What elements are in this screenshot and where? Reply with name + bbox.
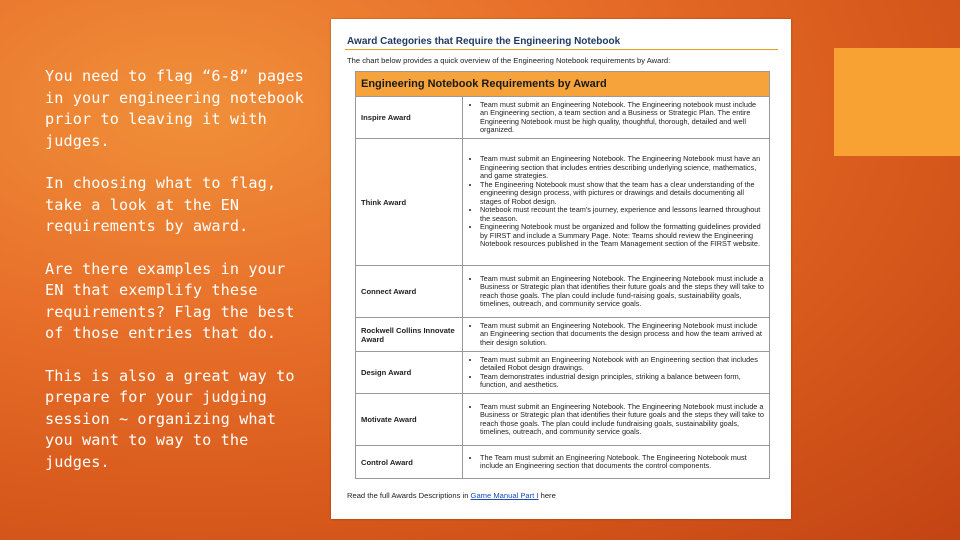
document-footer — [347, 491, 556, 500]
table-row — [356, 97, 770, 139]
paragraph-flag-pages: You need to flag “6-8” pages in your engineering notebook prior to leaving it with judges. — [45, 67, 304, 150]
requirements-table — [355, 71, 770, 479]
requirement-item: • Team demonstrates industrial design principles, striking a balance between form, function, and aesthetics. — [480, 373, 765, 390]
table-row — [356, 139, 770, 266]
award-name: Inspire Award — [356, 97, 463, 139]
paragraph-prepare: This is also a great way to prepare for your judging session ~ organizing what you want to way to the judges. — [45, 366, 295, 471]
award-name: Rockwell Collins Innovate Award — [356, 318, 463, 352]
requirement-item: • Team must submit an Engineering Notebook. The Engineering Notebook must include a Business or Strategic plan that identifies their future goals and the steps they will take to reach those goals. The plan could include fundraising goals, sustainability goals, timelines, outreach, and community service goals. — [480, 403, 765, 437]
requirement-item: • Team must submit an Engineering Notebook. The Engineering Notebook must include an Engineering section that documents the design process and how the team arrived at their design solution. — [480, 322, 765, 348]
table-row — [356, 266, 770, 318]
requirement-item: • Team must submit an Engineering Notebook. The Engineering notebook must include an Engineering section, a team section and a Business or Strategic Plan. The entire Engineering Notebook must be high quality, thoughtful, thorough, detailed and well organized. — [480, 101, 765, 135]
table-header: Engineering Notebook Requirements by Award — [356, 72, 770, 97]
paragraph-examples: Are there examples in your EN that exemplify these requirements? Flag the best of those entries that do. — [45, 259, 295, 342]
award-name: Connect Award — [356, 266, 463, 318]
award-name: Motivate Award — [356, 394, 463, 446]
requirement-item: • The Team must submit an Engineering Notebook. The Engineering Notebook must include an Engineering section that documents the control components. — [480, 454, 765, 471]
accent-square — [834, 48, 960, 156]
document-intro: The chart below provides a quick overview of the Engineering Notebook requirements by Award: — [347, 56, 671, 65]
requirement-item: • Team must submit an Engineering Notebook. The Engineering Notebook must have an Engineering section that includes entries describing underlying science, mathematics, and game strategies. — [480, 155, 765, 181]
award-name: Control Award — [356, 446, 463, 479]
game-manual-link[interactable]: Game Manual Part I — [470, 491, 539, 500]
requirement-item: • Engineering Notebook must be organized and follow the formatting guidelines provided by FIRST and include a Summary Page. Note: Teams should review the Engineering Notebook resources published in the Team Management section of the FIRST website. — [480, 223, 765, 249]
footer-prefix: Read the full Awards Descriptions in — [347, 491, 471, 500]
requirement-item: • Team must submit an Engineering Notebook. The Engineering Notebook must include a Business or Strategic plan that identifies their future goals and the steps they will take to reach those goals. The plan could include fund-raising goals, sustainability goals, timelines, outreach, and community service goals. — [480, 275, 765, 309]
document-image — [331, 19, 791, 519]
table-row — [356, 394, 770, 446]
table-row — [356, 318, 770, 352]
paragraph-choosing: In choosing what to flag, take a look at the EN requirements by award. — [45, 174, 277, 235]
requirement-item: • Notebook must recount the team's journey, experience and lessons learned throughout the season. — [480, 206, 765, 223]
footer-suffix: here — [538, 491, 556, 500]
requirement-item: • The Engineering Notebook must show that the team has a clear understanding of the engineering design process, with pictures or drawings and details documenting all stages of Robot design. — [480, 181, 765, 207]
table-row — [356, 446, 770, 479]
award-name: Think Award — [356, 139, 463, 266]
requirement-item: • Team must submit an Engineering Notebook with an Engineering section that includes detailed Robot design drawings. — [480, 356, 765, 373]
slide-text — [45, 66, 305, 494]
document-title: Award Categories that Require the Engineering Notebook — [347, 36, 621, 47]
table-row — [356, 352, 770, 394]
title-rule — [345, 49, 778, 50]
award-name: Design Award — [356, 352, 463, 394]
